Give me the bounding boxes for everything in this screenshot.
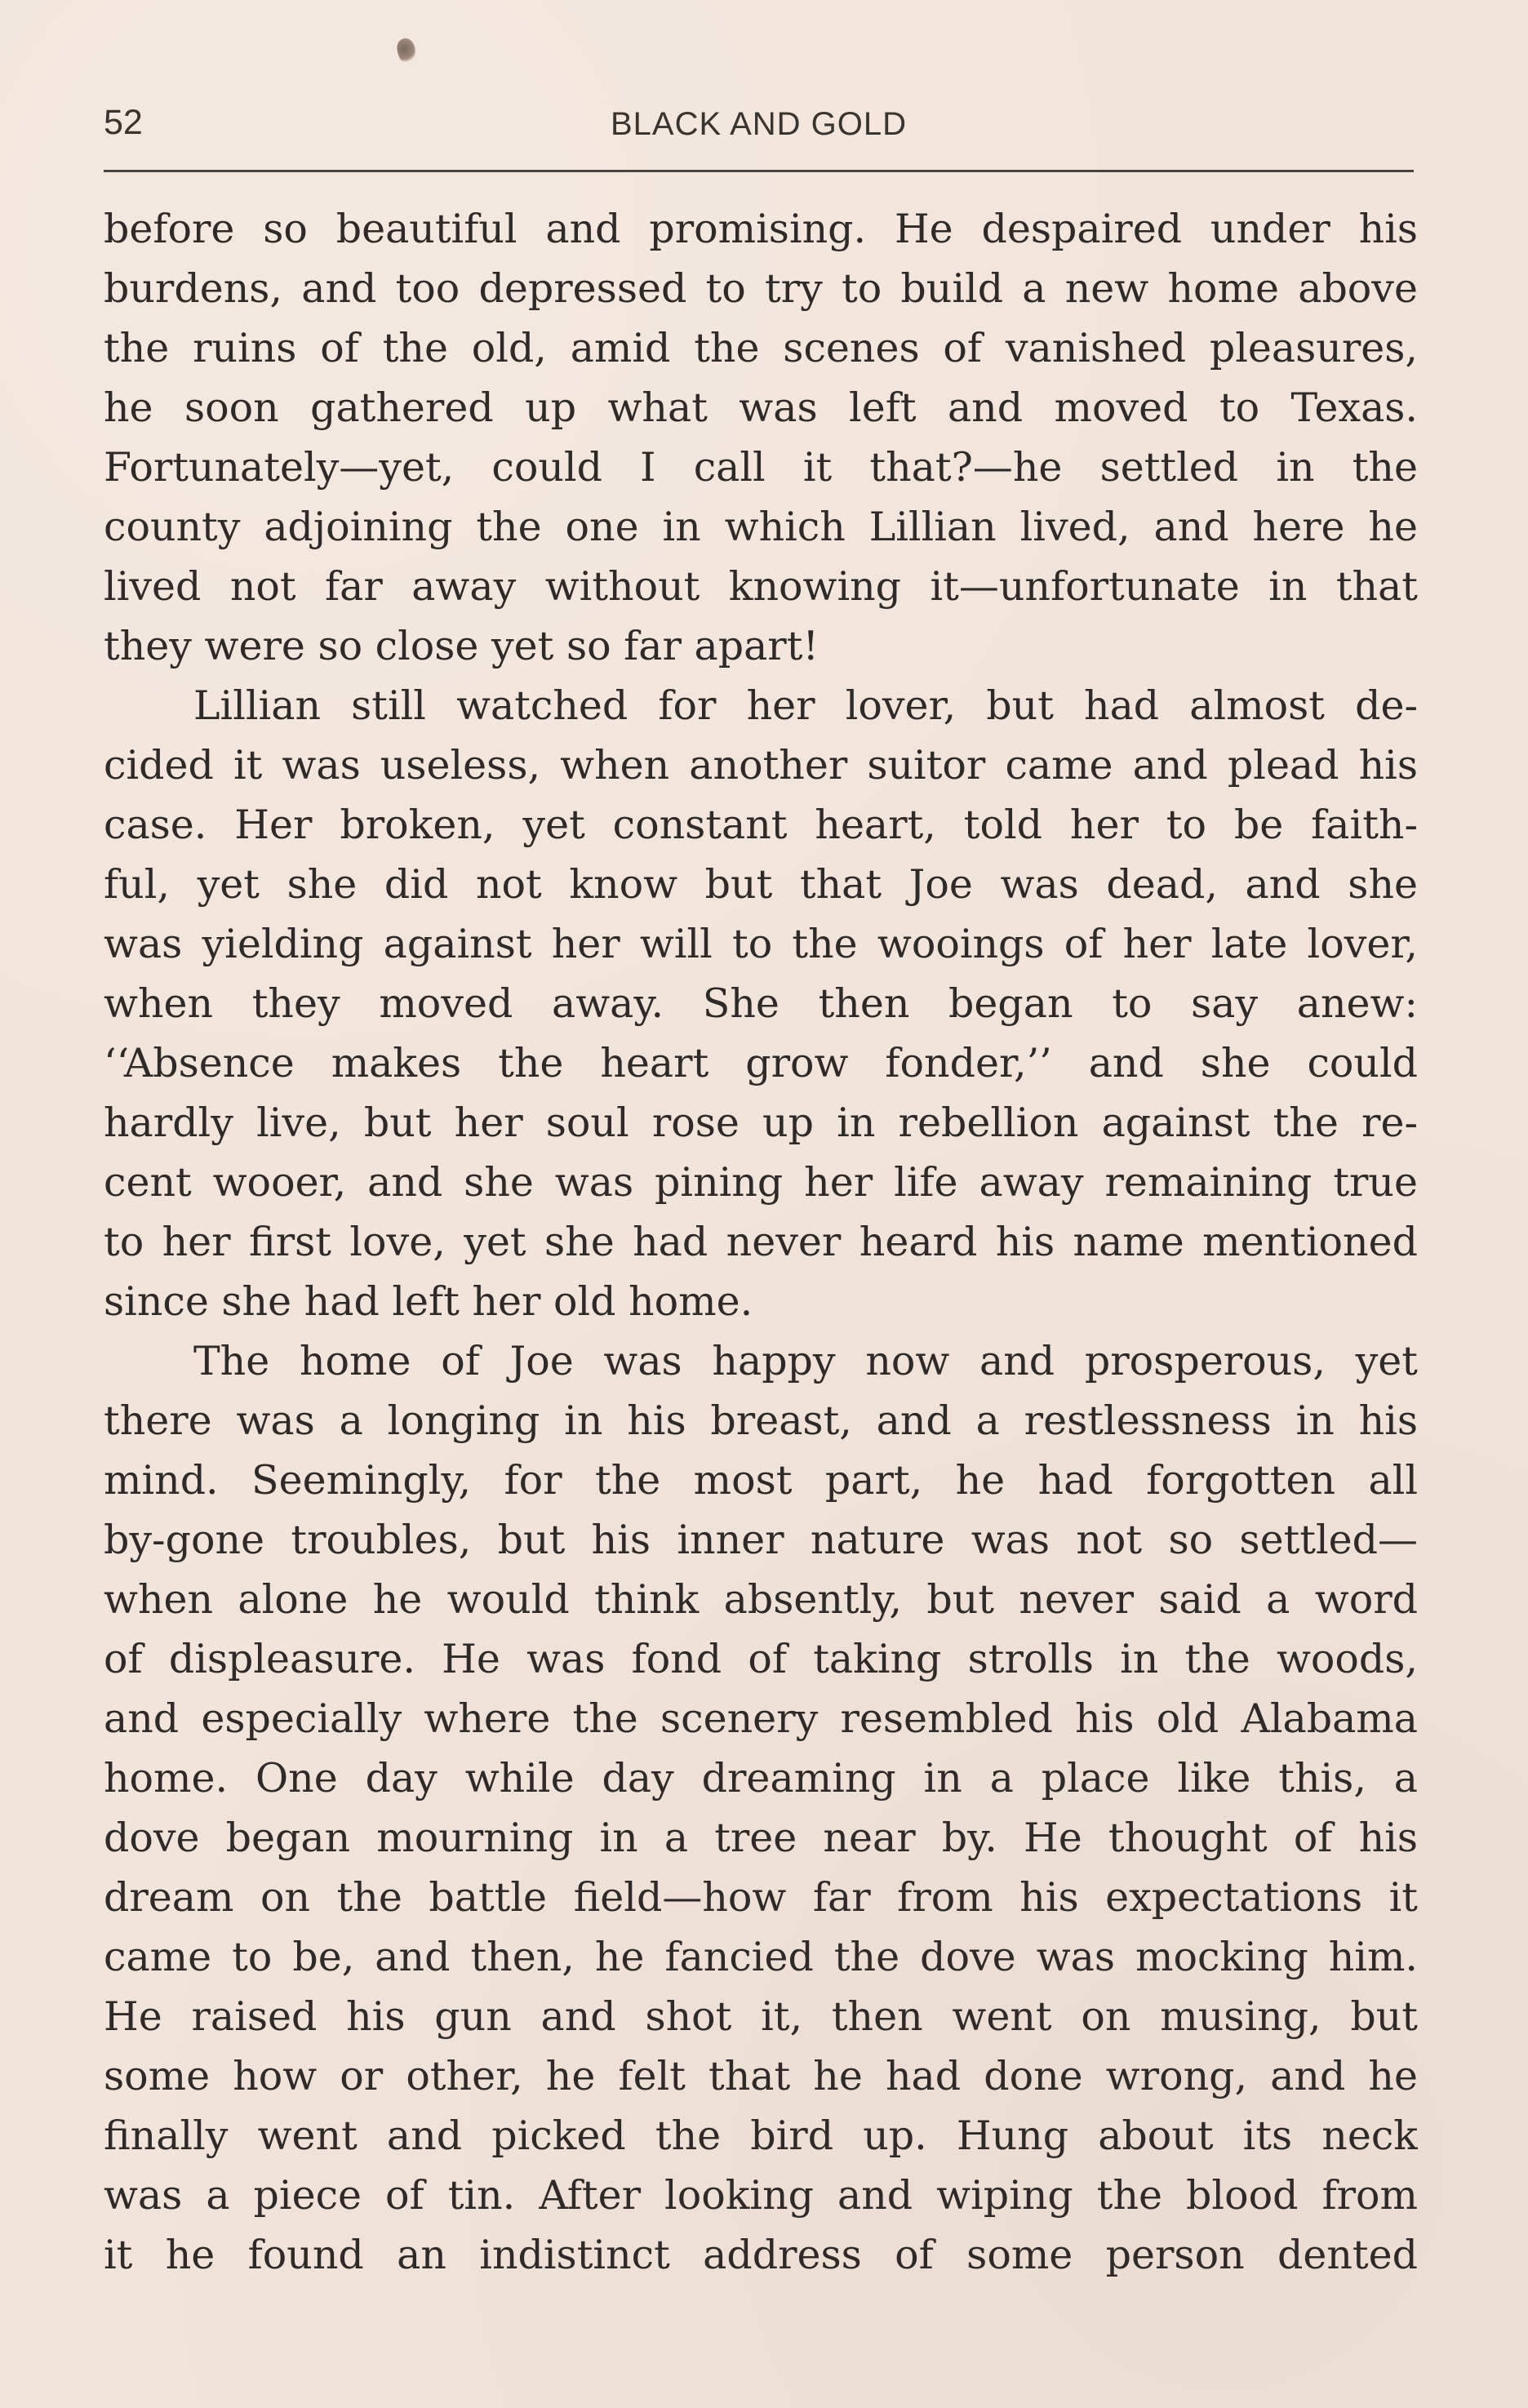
text-line: it he found an indistinct address of some person dented (104, 2232, 1418, 2278)
text-line: of displeasure. He was fond of taking strolls in the woods, (104, 1636, 1418, 1682)
text-line: they were so close yet so far apart! (104, 623, 820, 669)
text-line: county adjoining the one in which Lillian lived, and here he (104, 504, 1418, 550)
text-line: and especially where the scenery resembled his old Alabama (104, 1695, 1418, 1742)
text-line: home. One day while day dreaming in a place like this, a (104, 1755, 1418, 1802)
text-line: burdens, and too depressed to try to build a new home above (104, 265, 1418, 312)
text-line: the ruins of the old, amid the scenes of vanished pleasures, (104, 325, 1418, 371)
text-line: case. Her broken, yet constant heart, told her to be faith- (104, 802, 1418, 848)
text-line: by-gone troubles, but his inner nature was not so settled— (104, 1517, 1418, 1563)
text-line: cent wooer, and she was pining her life away remaining true (104, 1159, 1418, 1206)
text-line: before so beautiful and promising. He despaired under his (104, 206, 1418, 252)
text-line: when alone he would think absently, but never said a word (104, 1576, 1418, 1623)
text-line: was yielding against her will to the wooings of her late lover, (104, 921, 1418, 967)
header-rule (104, 170, 1414, 172)
text-line: there was a longing in his breast, and a restlessness in his (104, 1397, 1418, 1444)
text-line: The home of Joe was happy now and prosperous, yet (193, 1338, 1418, 1384)
text-line: mind. Seemingly, for the most part, he had forgotten all (104, 1457, 1418, 1504)
text-line: ‘‘Absence makes the heart grow fonder,’’ and she could (104, 1040, 1418, 1086)
text-line: to her first love, yet she had never heard his name mentioned (104, 1219, 1418, 1265)
text-line: dove began mourning in a tree near by. He thought of his (104, 1815, 1418, 1861)
text-line: cided it was useless, when another suitor came and plead his (104, 742, 1418, 789)
body-text (104, 199, 1418, 2285)
text-line: finally went and picked the bird up. Hung about its neck (104, 2113, 1418, 2159)
running-title: BLACK AND GOLD (610, 106, 907, 142)
text-line: hardly live, but her soul rose up in rebellion against the re- (104, 1100, 1418, 1146)
text-line: some how or other, he felt that he had done wrong, and he (104, 2053, 1418, 2099)
text-line: lived not far away without knowing it—unfortunate in that (104, 563, 1418, 610)
text-line: Fortunately—yet, could I call it that?—he settled in the (104, 444, 1418, 491)
text-line: Lillian still watched for her lover, but had almost de- (193, 682, 1418, 729)
text-line: since she had left her old home. (104, 1278, 753, 1325)
page-number: 52 (104, 103, 143, 142)
text-line: he soon gathered up what was left and moved to Texas. (104, 384, 1418, 431)
text-line: dream on the battle field—how far from his expectations it (104, 1874, 1418, 1921)
text-line: He raised his gun and shot it, then went on musing, but (104, 1993, 1418, 2040)
text-line: when they moved away. She then began to say anew: (104, 980, 1418, 1027)
text-line: ful, yet she did not know but that Joe was dead, and she (104, 861, 1418, 908)
text-line: came to be, and then, he fancied the dove was mocking him. (104, 1934, 1418, 1980)
ink-stain (394, 36, 419, 64)
text-line: was a piece of tin. After looking and wiping the blood from (104, 2172, 1418, 2219)
page-header (104, 101, 1414, 144)
